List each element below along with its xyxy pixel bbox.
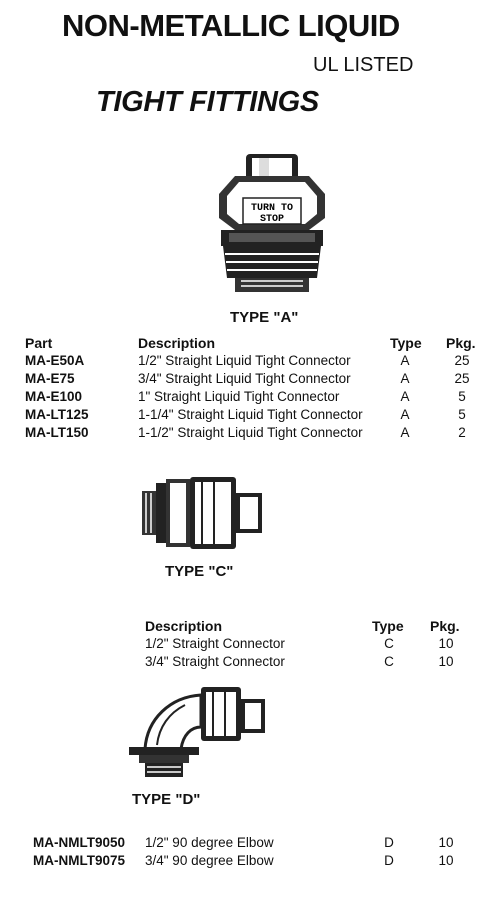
part-column-header: Part [25,335,53,351]
part-number: MA-E75 [25,371,75,386]
type-column-header: Type [372,618,404,634]
part-number: MA-E50A [25,353,85,368]
type-value: A [400,425,410,440]
description: 1/2" 90 degree Elbow [145,835,274,850]
description-column-header: Description [145,618,223,634]
description: 3/4" 90 degree Elbow [145,853,274,868]
pkg-value: 5 [458,389,466,404]
type-value: A [400,407,410,422]
type-a-fitting-illustration [207,150,337,300]
type-value: A [400,371,410,386]
pkg-column-header: Pkg. [446,335,476,351]
turn-to-stop-stamp-top: TURN TO [250,203,294,214]
description: 3/4" Straight Liquid Tight Connector [138,371,351,386]
type-value: A [400,353,410,368]
type-value: D [384,835,394,850]
part-number: MA-E100 [25,389,83,404]
pkg-value: 10 [438,654,454,669]
part-number: MA-NMLT9075 [33,853,126,868]
description: 1-1/2" Straight Liquid Tight Connector [138,425,363,440]
turn-to-stop-stamp-bottom: STOP [259,214,285,225]
type-c-caption: TYPE "C" [165,563,234,580]
description: 1-1/4" Straight Liquid Tight Connector [138,407,363,422]
type-value: C [384,654,394,669]
part-number: MA-NMLT9050 [33,835,126,850]
type-value: A [400,389,410,404]
pkg-value: 25 [454,371,470,386]
part-number: MA-LT125 [25,407,89,422]
pkg-value: 10 [438,636,454,651]
description: 1" Straight Liquid Tight Connector [138,389,340,404]
pkg-value: 2 [458,425,466,440]
pkg-value: 10 [438,835,454,850]
pkg-value: 25 [454,353,470,368]
type-column-header: Type [390,335,422,351]
type-value: D [384,853,394,868]
description-column-header: Description [138,335,216,351]
description: 1/2" Straight Liquid Tight Connector [138,353,351,368]
pkg-value: 5 [458,407,466,422]
page-title: NON-METALLIC LIQUID [62,8,400,43]
description: 1/2" Straight Connector [145,636,285,651]
type-c-fitting-illustration [140,473,270,553]
pkg-column-header: Pkg. [430,618,460,634]
type-value: C [384,636,394,651]
type-a-caption: TYPE "A" [230,309,299,326]
part-number: MA-LT150 [25,425,89,440]
page-subtitle: TIGHT FITTINGS [96,86,319,118]
type-d-caption: TYPE "D" [132,791,201,808]
type-d-elbow-illustration [125,683,275,783]
ul-listed-label: UL LISTED [313,54,414,76]
pkg-value: 10 [438,853,454,868]
description: 3/4" Straight Connector [145,654,285,669]
